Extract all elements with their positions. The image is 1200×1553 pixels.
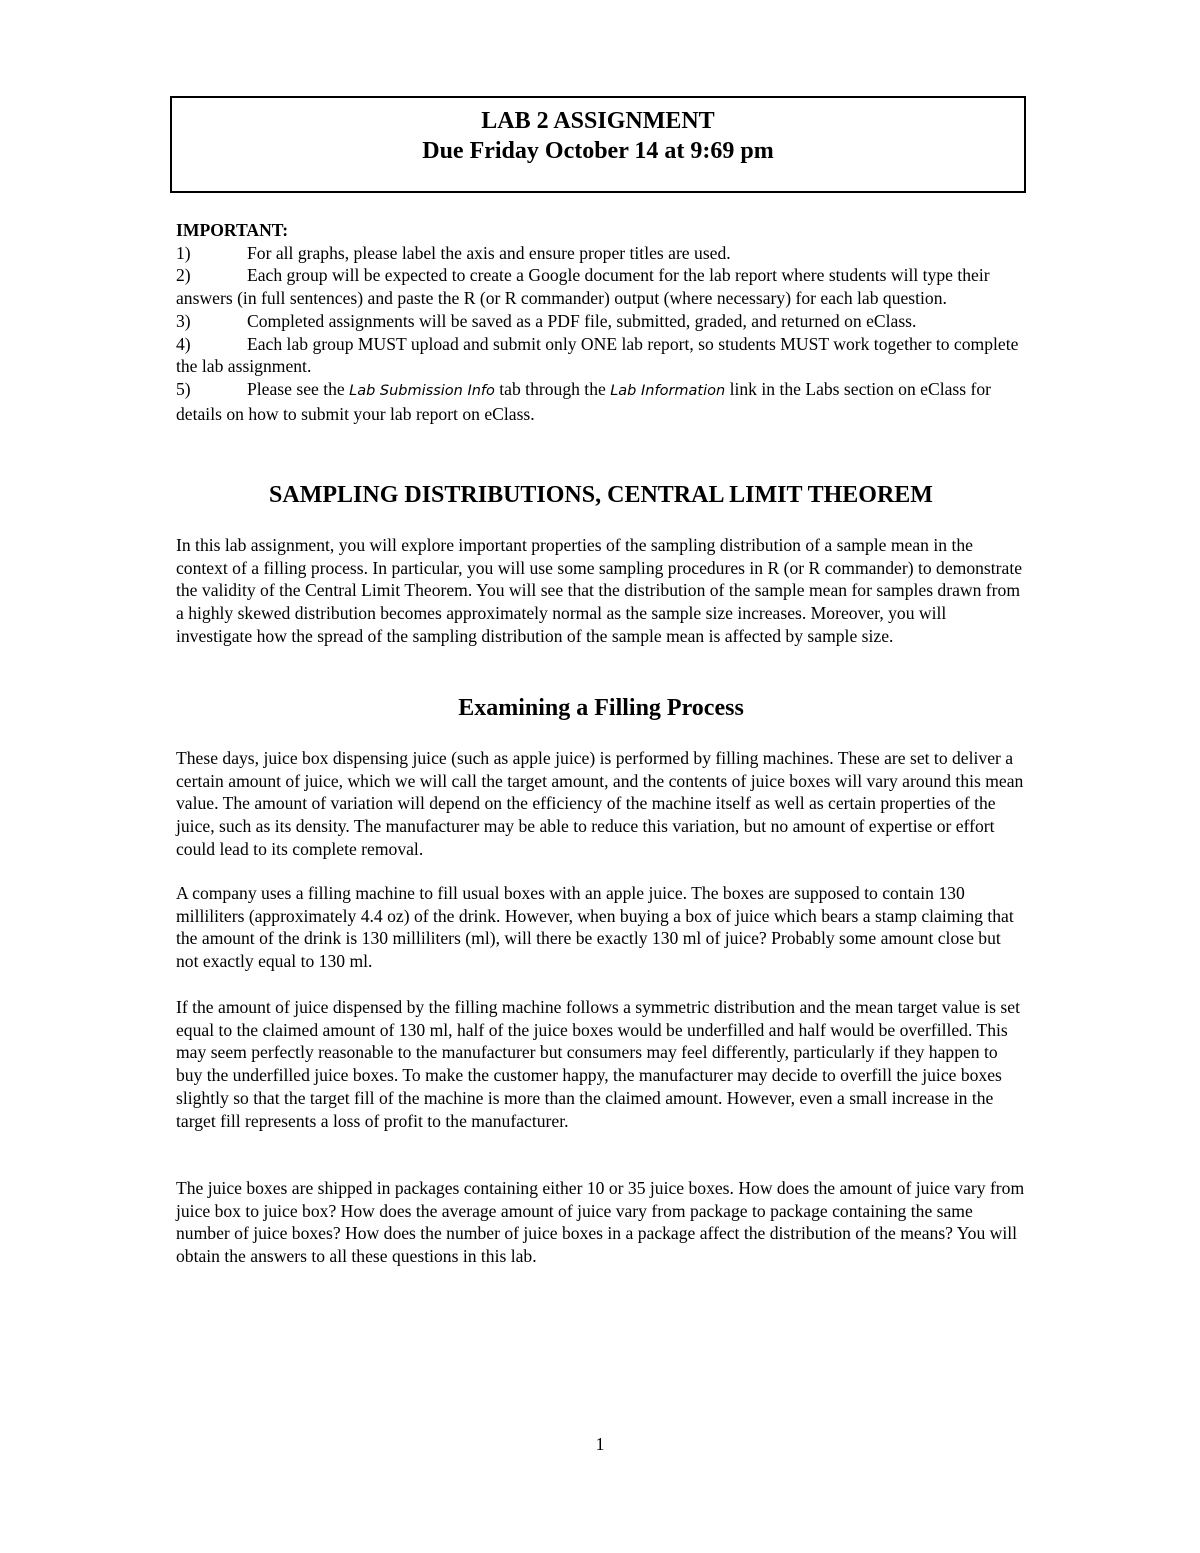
paragraph-symmetric-distribution: If the amount of juice dispensed by the filling machine follows a symmetric distribution and the mean target value is set equal to the claimed amount of 130 ml, half of the juice boxes would be underfilled and half would be overfilled. This may seem perfectly reasonable to the manufacturer but consumers may feel differently, particularly if they happen to buy the underfilled juice boxes. To make the customer happy, the manufacturer may decide to overfill the juice boxes slightly so that the target fill of the machine is more than the claimed amount. However, even a small increase in the target fill represents a loss of profit to the manufacturer. <box>176 997 1020 1131</box>
item-text: Completed assignments will be saved as a PDF file, submitted, graded, and returned on eClass. <box>247 310 917 331</box>
item-text: link in the Labs section on eClass for details on how to submit your lab report on eClass. <box>176 378 992 424</box>
important-item-1 <box>176 242 1026 265</box>
item-text: tab through the <box>494 378 611 399</box>
paragraph-packages: The juice boxes are shipped in packages containing either 10 or 35 juice boxes. How does the amount of juice vary from juice box to juice box? How does the average amount of juice vary from package to package containing the same number of juice boxes? How does the number of juice boxes in a package affect the distribution of the means? You will obtain the answers to all these questions in this lab. <box>176 1178 1025 1267</box>
paragraph-filling-machines: These days, juice box dispensing juice (such as apple juice) is performed by filling machines. These are set to deliver a certain amount of juice, which we will call the target amount, and the contents of juice boxes will vary around this mean value. The amount of variation will depend on the efficiency of the machine itself as well as certain properties of the juice, such as its density. The manufacturer may be able to reduce this variation, but no amount of expertise or effort could lead to its complete removal. <box>176 748 1024 859</box>
item-text: Each lab group MUST upload and submit only ONE lab report, so students MUST work together to complete the lab assignment. <box>176 333 1019 377</box>
paragraph-company-example: A company uses a filling machine to fill usual boxes with an apple juice. The boxes are supposed to contain 130 milliliters (approximately 4.4 oz) of the drink. However, when buying a box of juice which bears a stamp claiming that the amount of the drink is 130 milliliters (ml), will there be exactly 130 ml of juice? Probably some amount close but not exactly equal to 130 ml. <box>176 883 1014 972</box>
item-text: For all graphs, please label the axis and ensure proper titles are used. <box>247 242 731 263</box>
important-notes <box>176 219 1026 425</box>
item-number: 4) <box>176 333 191 354</box>
item-number: 3) <box>176 310 191 331</box>
section-heading-filling-process: Examining a Filling Process <box>458 695 744 721</box>
page-number: 1 <box>595 1434 605 1454</box>
important-item-4 <box>176 333 1026 378</box>
important-item-2 <box>176 264 1026 309</box>
title-box <box>170 96 1026 193</box>
important-item-5 <box>176 378 1026 425</box>
item-text: Please see the <box>247 378 350 399</box>
item-number: 2) <box>176 265 191 286</box>
item-number: 1) <box>176 242 191 263</box>
intro-paragraph: In this lab assignment, you will explore important properties of the sampling distribution of a sample mean in the context of a filling process. In particular, you will use some sampling procedures in R (or R commander) to demonstrate the validity of the Central Limit Theorem. You will see that the distribution of the sample mean for samples drawn from a highly skewed distribution becomes approximately normal as the sample size increases. Moreover, you will investigate how the spread of the sampling distribution of the sample mean is affected by sample size. <box>176 535 1023 646</box>
item-number: 5) <box>176 378 191 399</box>
item-text: Each group will be expected to create a Google document for the lab report where students will type their answers (in full sentences) and paste the R (or R commander) output (where necessary) for each lab question. <box>176 265 990 309</box>
lab-information-reference: Lab Information <box>610 382 726 399</box>
section-heading-sampling: SAMPLING DISTRIBUTIONS, CENTRAL LIMIT THEOREM <box>269 482 933 508</box>
due-date: Due Friday October 14 at 9:69 pm <box>422 138 774 164</box>
important-item-3 <box>176 310 1026 333</box>
document-title: LAB 2 ASSIGNMENT <box>481 108 715 134</box>
lab-submission-info-reference: Lab Submission Info <box>349 382 495 399</box>
important-heading: IMPORTANT: <box>176 220 289 240</box>
